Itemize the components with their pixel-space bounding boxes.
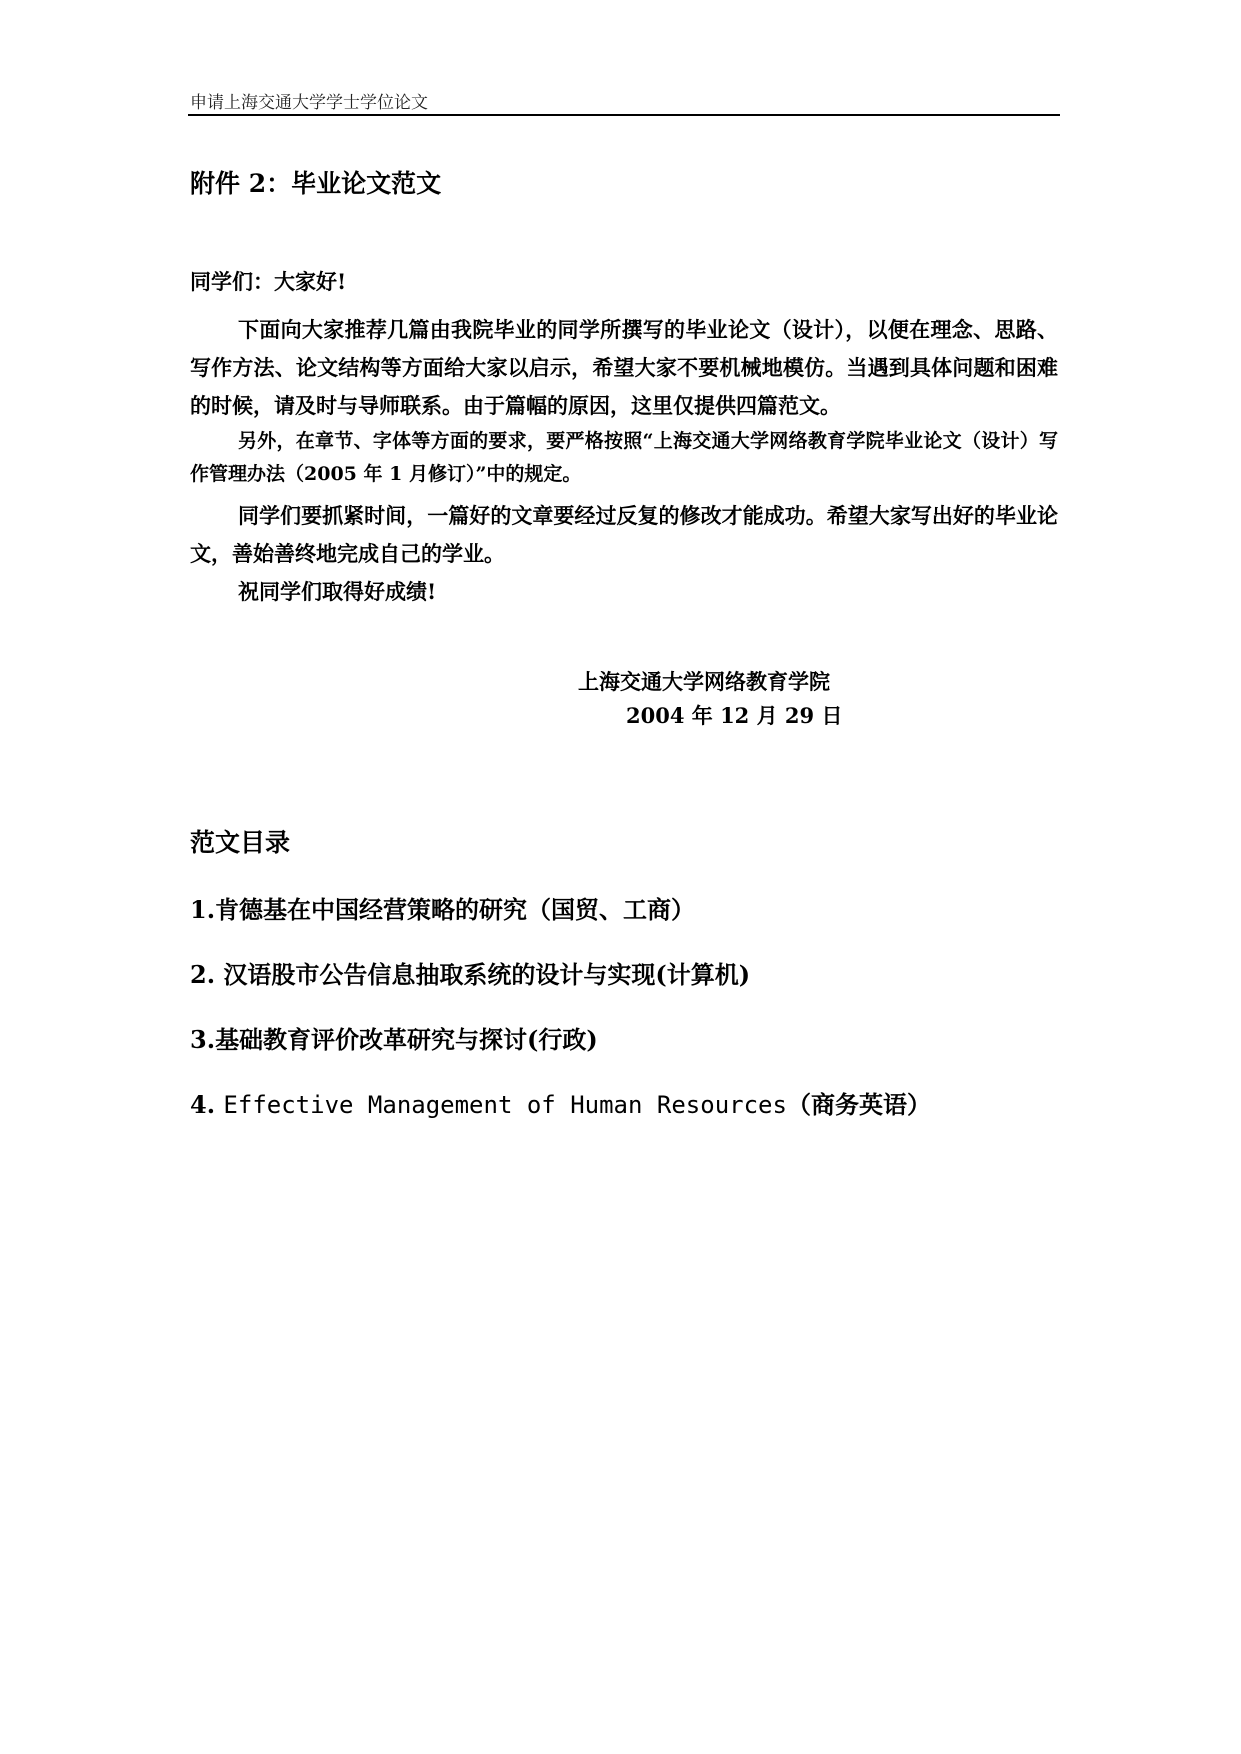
greeting: 同学们：大家好! (190, 269, 347, 294)
toc-item-text: 基础教育评价改革研究与探讨(行政) (215, 1025, 598, 1054)
toc-item-text: 汉语股市公告信息抽取系统的设计与实现(计算机) (223, 960, 751, 989)
toc-title: 范文目录 (190, 828, 291, 857)
signature-date: 2004 年 12 月 29 日 (626, 703, 843, 728)
running-header: 申请上海交通大学学士学位论文 (190, 93, 428, 113)
toc-item-2[interactable] (190, 955, 750, 990)
attachment-title: 附件 2：毕业论文范文 (190, 169, 442, 198)
toc-item-prefix: 4. (190, 1090, 224, 1119)
toc-item-prefix: 1. (190, 895, 216, 924)
letter-paragraph-2: 另外，在章节、字体等方面的要求，要严格按照“上海交通大学网络教育学院毕业论文（设计）写作管理办法（2005 年 1 月修订）”中的规定。 (190, 430, 1058, 485)
signature-organization: 上海交通大学网络教育学院 (578, 669, 830, 694)
toc-item-1[interactable] (190, 890, 695, 925)
letter-body (190, 263, 1058, 611)
toc-item-prefix: 3. (190, 1025, 216, 1054)
toc-item-english-title: Effective Management of Human Resources (223, 1091, 787, 1119)
toc-item-3[interactable] (190, 1020, 598, 1055)
letter-paragraph-3: 同学们要抓紧时间，一篇好的文章要经过反复的修改才能成功。希望大家写出好的毕业论文，善始善终地完成自己的学业。 (190, 503, 1058, 566)
header-rule (188, 114, 1060, 116)
letter-paragraph-1: 下面向大家推荐几篇由我院毕业的同学所撰写的毕业论文（设计），以便在理念、思路、写作方法、论文结构等方面给大家以启示，希望大家不要机械地模仿。当遇到具体问题和困难的时候，请及时与导师联系。由于篇幅的原因，这里仅提供四篇范文。 (190, 317, 1058, 418)
toc-item-text: （商务英语） (786, 1090, 931, 1119)
toc-item-4[interactable] (190, 1085, 931, 1120)
toc-item-text: 肯德基在中国经营策略的研究（国贸、工商） (215, 895, 696, 924)
letter-paragraph-4: 祝同学们取得好成绩! (238, 579, 437, 604)
toc-item-prefix: 2. (190, 960, 224, 989)
